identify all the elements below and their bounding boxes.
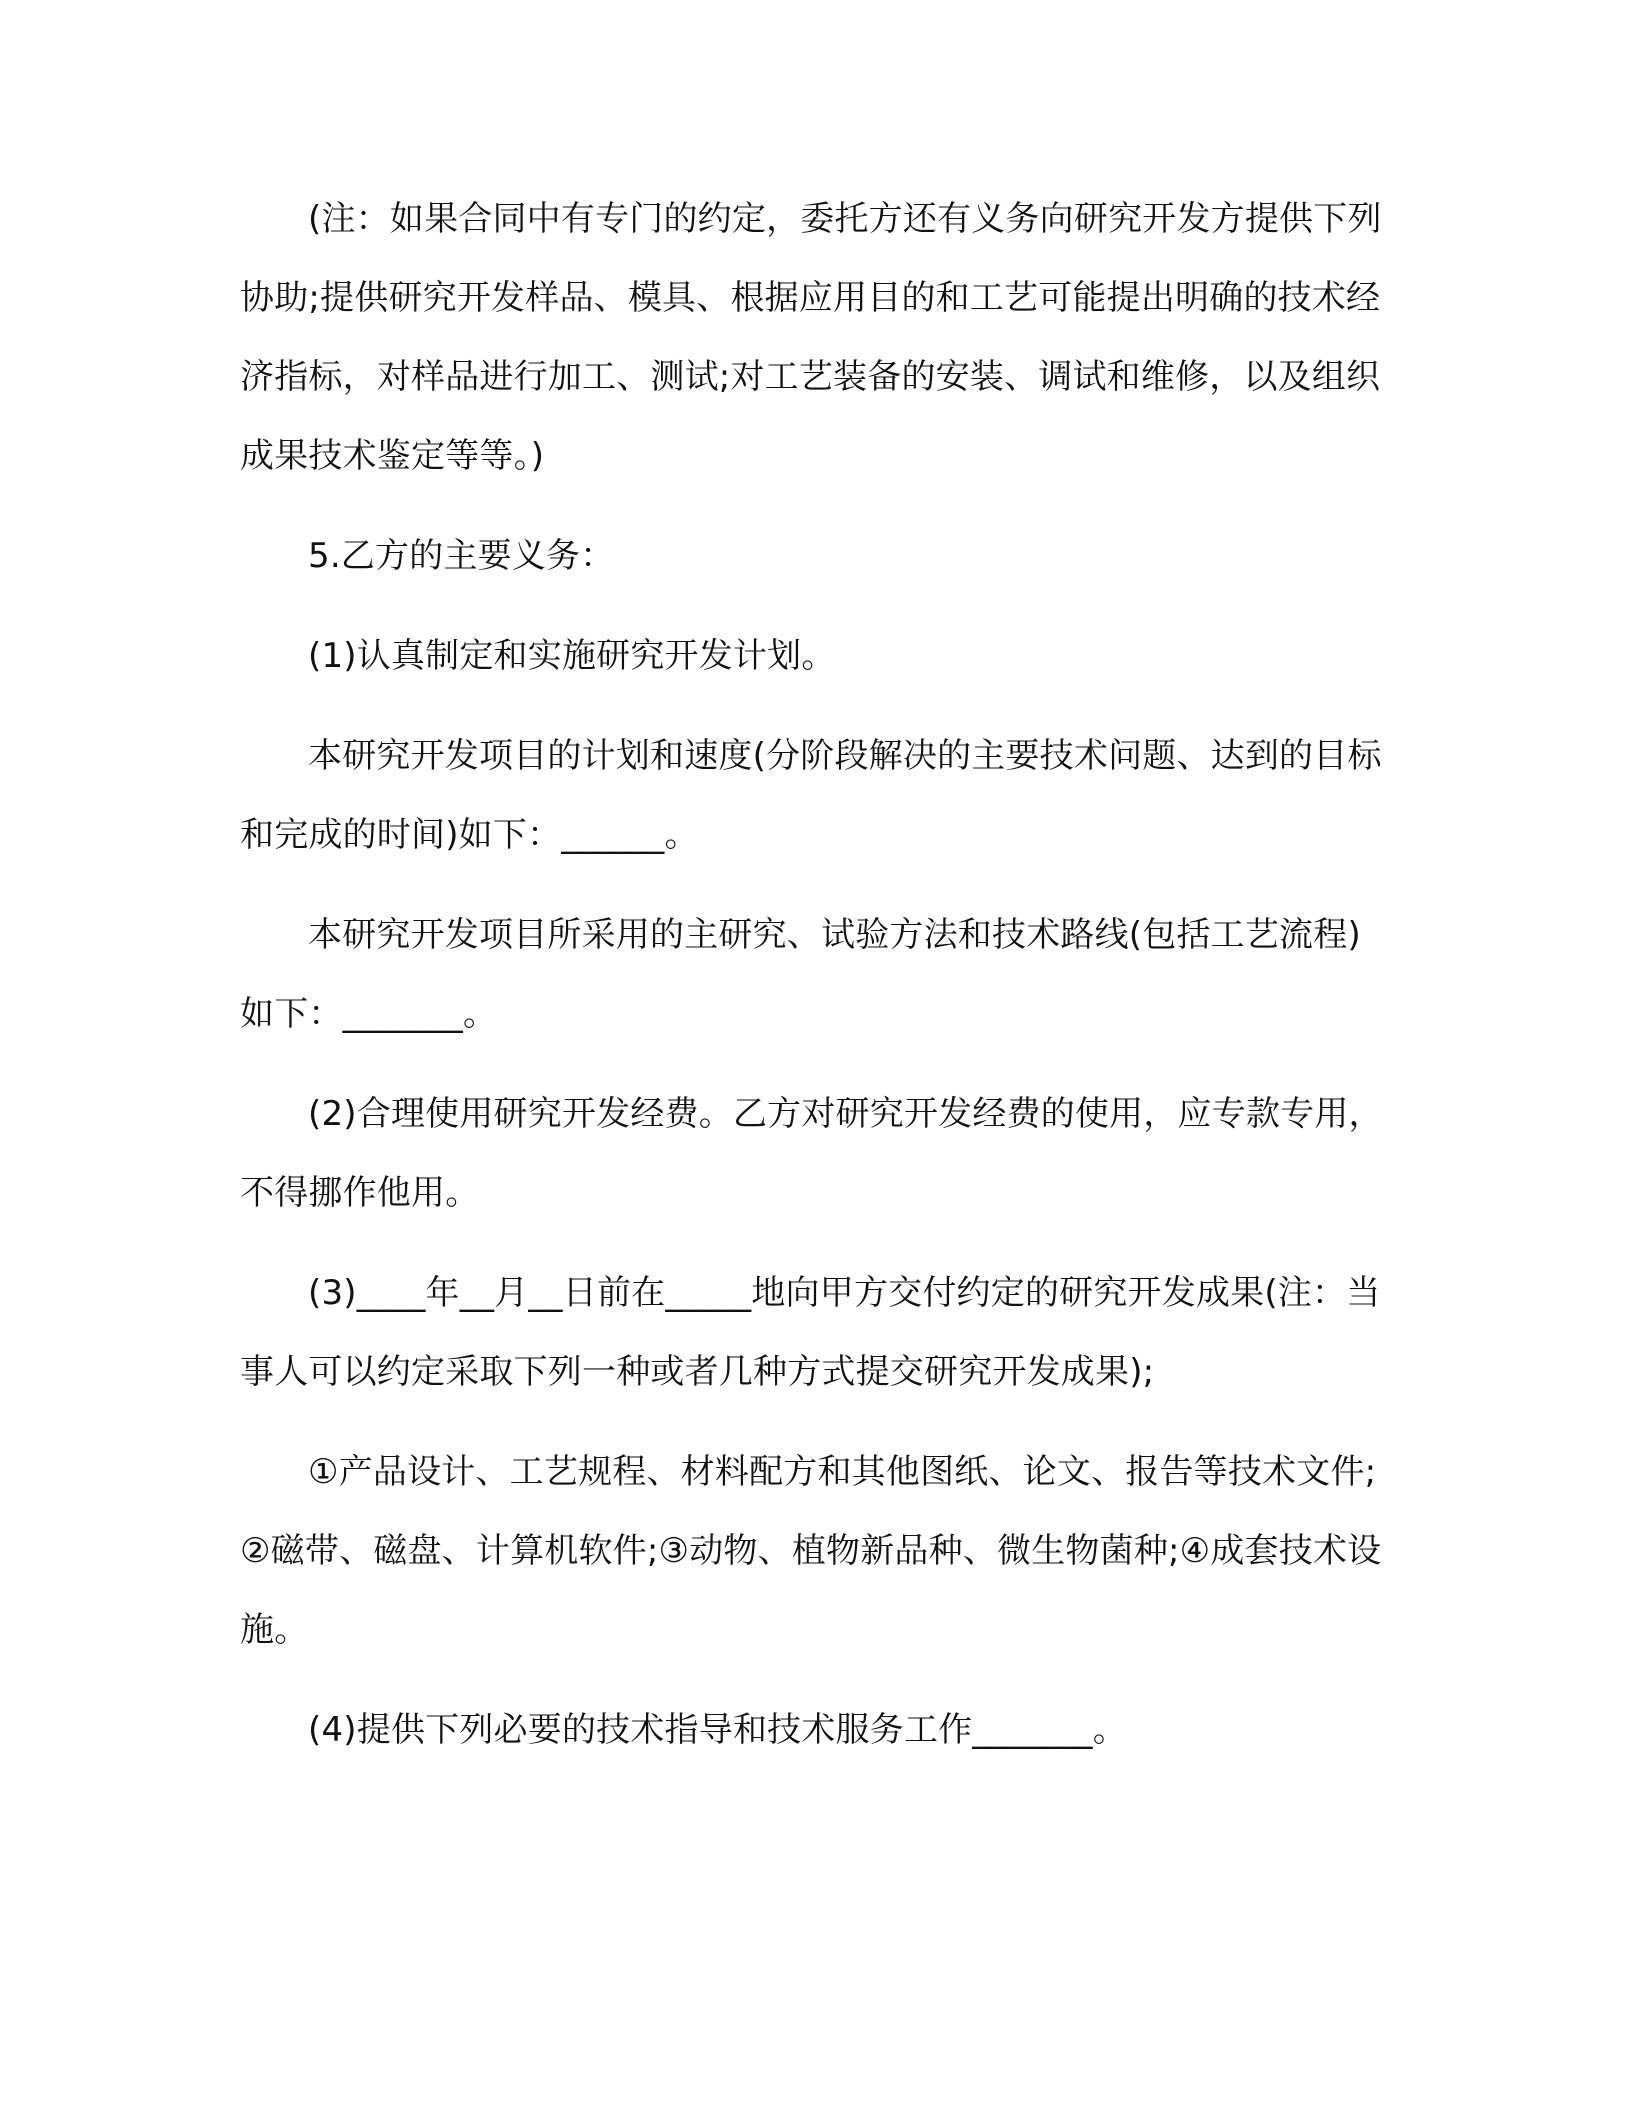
paragraph-methods-and-route: 本研究开发项目所采用的主研究、试验方法和技术路线(包括工艺流程)如下：_______。 [240, 915, 1361, 1034]
paragraph-party-b-obligations-heading: 5.乙方的主要义务： [308, 536, 615, 576]
paragraph-item-1: (1)认真制定和实施研究开发计划。 [308, 636, 836, 676]
paragraph-item-3: (3)____年__月__日前在_____地向甲方交付约定的研究开发成果(注：当事人可以约定采取下列一种或者几种方式提交研究开发成果); [240, 1273, 1381, 1392]
paragraph-deliverable-forms: ①产品设计、工艺规程、材料配方和其他图纸、论文、报告等技术文件;②磁带、磁盘、计算机软件;③动物、植物新品种、微生物菌种;④成套技术设施。 [240, 1452, 1382, 1650]
paragraph-plan-and-schedule: 本研究开发项目的计划和速度(分阶段解决的主要技术问题、达到的目标和完成的时间)如下：______。 [240, 736, 1382, 855]
document-body [240, 180, 1390, 1791]
paragraph-item-2: (2)合理使用研究开发经费。乙方对研究开发经费的使用，应专款专用，不得挪作他用。 [240, 1094, 1383, 1213]
paragraph-item-4: (4)提供下列必要的技术指导和技术服务工作_______。 [308, 1710, 1127, 1750]
paragraph-note-cooperation: (注：如果合同中有专门的约定，委托方还有义务向研究开发方提供下列协助;提供研究开发样品、模具、根据应用目的和工艺可能提出明确的技术经济指标，对样品进行加工、测试;对工艺装备的安装、调试和维修，以及组织成果技术鉴定等等。) [240, 199, 1382, 476]
